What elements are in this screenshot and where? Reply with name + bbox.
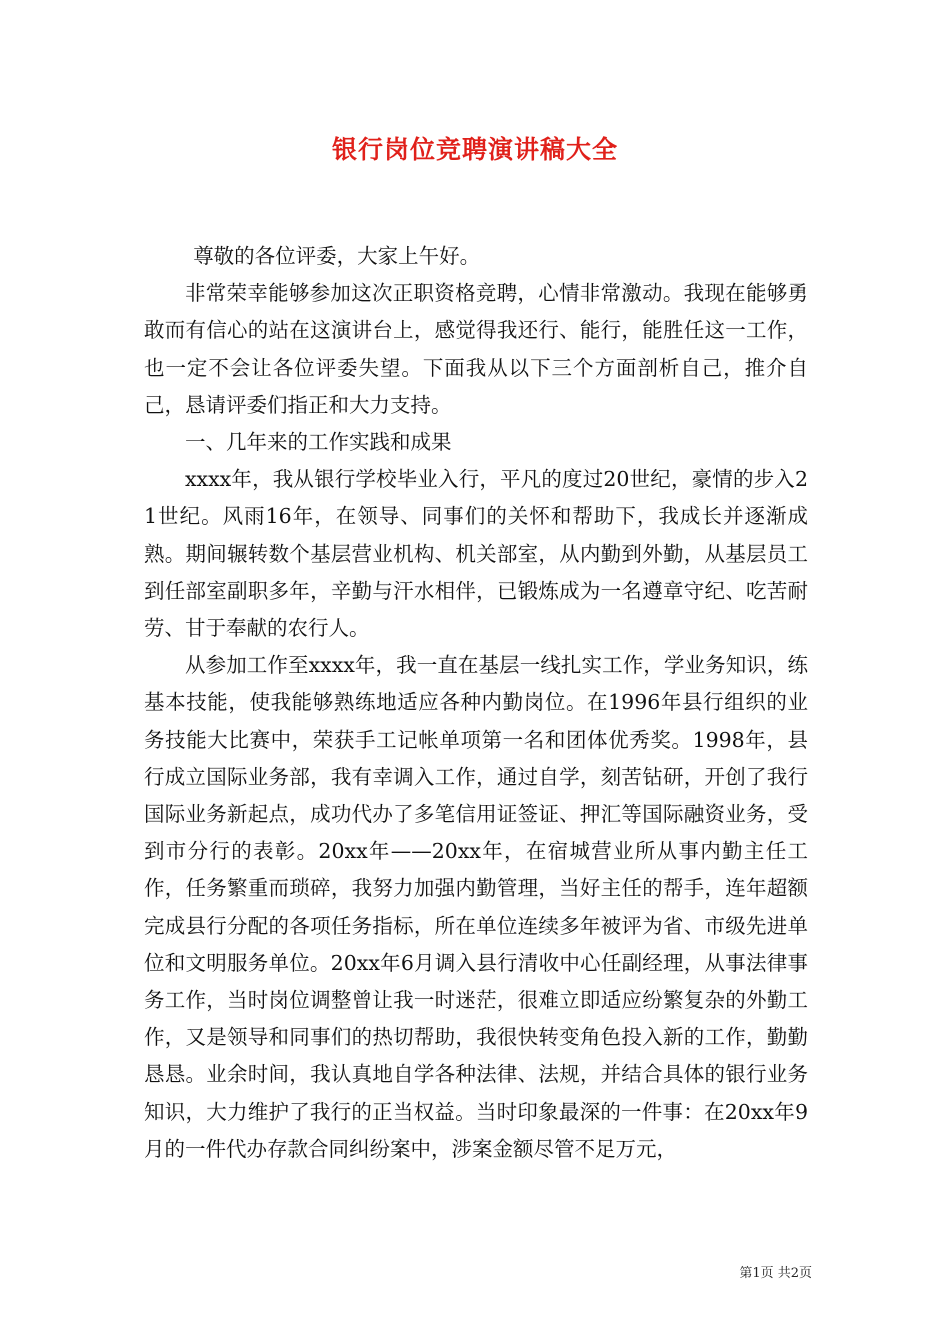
paragraph-career: xxxx年，我从银行学校毕业入行，平凡的度过20世纪，豪情的步入21世纪。风雨16年，在领导、同事们的关怀和帮助下，我成长并逐渐成熟。期间辗转数个基层营业机构、机关部室，从内勤到外勤，从基层员工到任部室副职多年，辛勤与汗水相伴，已锻炼成为一名遵章守纪、吃苦耐劳、甘于奉献的农行人。	[144, 467, 808, 641]
document-body	[144, 238, 808, 1168]
document-title: 银行岗位竞聘演讲稿大全	[331, 135, 618, 164]
paragraph-experience: 从参加工作至xxxx年，我一直在基层一线扎实工作，学业务知识，练基本技能，使我能够熟练地适应各种内勤岗位。在1996年县行组织的业务技能大比赛中，荣获手工记帐单项第一名和团体优秀奖。1998年，县行成立国际业务部，我有幸调入工作，通过自学，刻苦钻研，开创了我行国际业务新起点，成功代办了多笔信用证签证、押汇等国际融资业务，受到市分行的表彰。20xx年——20xx年，在宿城营业所从事内勤主任工作，任务繁重而琐碎，我努力加强内勤管理，当好主任的帮手，连年超额完成县行分配的各项任务指标，所在单位连续多年被评为省、市级先进单位和文明服务单位。20xx年6月调入县行清收中心任副经理，从事法律事务工作，当时岗位调整曾让我一时迷茫，很难立即适应纷繁复杂的外勤工作，又是领导和同事们的热切帮助，我很快转变角色投入新的工作，勤勤恳恳。业余时间，我认真地自学各种法律、法规，并结合具体的银行业务知识，大力维护了我行的正当权益。当时印象最深的一件事：在20xx年9月的一件代办存款合同纠纷案中，涉案金额尽管不足万元，	[144, 653, 808, 1161]
paragraph-greeting: 尊敬的各位评委，大家上午好。	[193, 244, 481, 268]
page-number: 第1页 共2页	[739, 1266, 812, 1281]
section-heading: 一、几年来的工作实践和成果	[185, 430, 452, 455]
paragraph-intro: 非常荣幸能够参加这次正职资格竞聘，心情非常激动。我现在能够勇敢而有信心的站在这演讲台上，感觉得我还行、能行，能胜任这一工作，也一定不会让各位评委失望。下面我从以下三个方面剖析自己，推介自己，恳请评委们指正和大力支持。	[144, 281, 808, 417]
